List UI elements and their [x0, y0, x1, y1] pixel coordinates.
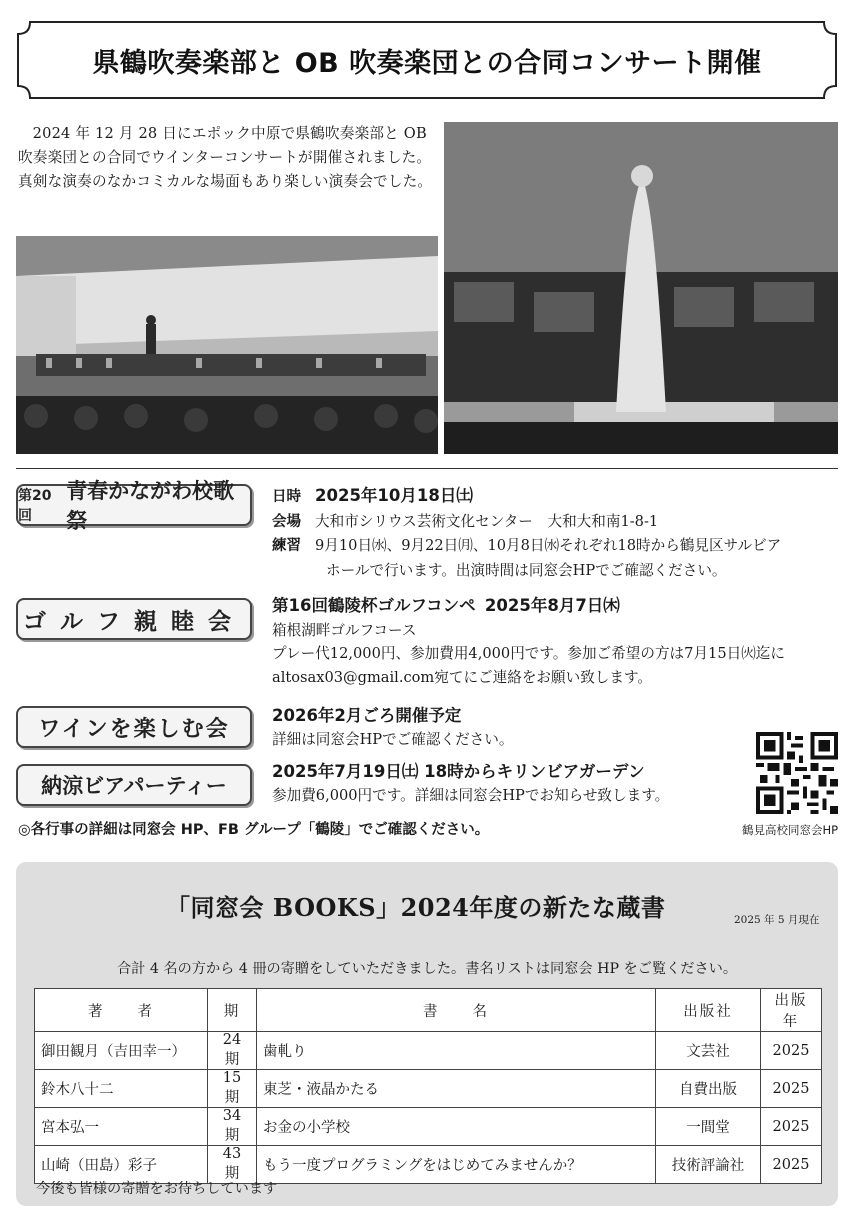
beer-note: 参加費6,000円です。詳細は同窓会HPでお知らせ致します。 [272, 786, 670, 804]
events-notice: ◎各行事の詳細は同窓会 HP、FB グループ「鶴陵」でご確認ください。 [18, 822, 490, 838]
ornament-bottom [34, 940, 820, 946]
practice-key: 練習 [272, 538, 301, 554]
kouka-venue: 大和市シリウス芸術文化センター 大和大和南1-8-1 [315, 512, 659, 530]
cell-gen: 43 期 [208, 1146, 257, 1184]
table-header-row [35, 989, 822, 1032]
conductor-photo [444, 122, 838, 454]
header-year: 出版年 [761, 989, 822, 1032]
golf-course: 箱根湖畔ゴルフコース [272, 621, 417, 639]
event-label-kouka-name: 青春かながわ校歌祭 [66, 479, 235, 533]
cell-publisher: 自費出版 [656, 1070, 761, 1108]
event-kouka-details [272, 484, 781, 582]
kouka-practice-cont: ホールで行います。出演時間は同窓会HPでご確認ください。 [326, 561, 727, 579]
event-label-kouka [16, 479, 252, 533]
cell-author: 御田観月（吉田幸一） [35, 1032, 208, 1070]
books-subtitle: 合計 4 名の方から 4 冊の寄贈をしていただきました。書名リストは同窓会 HP をご覧ください。 [116, 961, 738, 977]
cell-title: お金の小学校 [257, 1108, 656, 1146]
cell-title: 東芝・液晶かたる [257, 1070, 656, 1108]
header-publisher: 出版社 [656, 989, 761, 1032]
table-row [35, 1032, 822, 1070]
books-panel [16, 862, 838, 1206]
books-footer: 今後も皆様の寄贈をお待ちしています [36, 1181, 278, 1197]
concert-hall-photo [16, 236, 438, 454]
cell-author: 鈴木八十二 [35, 1070, 208, 1108]
event-label-beer: 納涼ビアパーティー [16, 764, 252, 806]
golf-contact: altosax03@gmail.com宛てにご連絡をお願い致します。 [272, 668, 652, 686]
qr-caption: 鶴見高校同窓会HP [742, 823, 839, 837]
venue-key: 会場 [272, 513, 301, 530]
table-row [35, 1108, 822, 1146]
cell-publisher: 技術評論社 [656, 1146, 761, 1184]
event-golf-details [272, 594, 785, 689]
intro-paragraph: 2024 年 12 月 28 日にエポック中原で県鶴吹奏楽部と OB 吹奏楽団との合同でウインターコンサートが開催されました。真剣な演奏のなかコミカルな場面もあり楽しい演奏会でした。 [18, 125, 433, 190]
cell-author: 宮本弘一 [35, 1108, 208, 1146]
cell-publisher: 一間堂 [656, 1108, 761, 1146]
cell-year: 2025 [761, 1032, 822, 1070]
cell-year: 2025 [761, 1146, 822, 1184]
header-gen: 期 [208, 989, 257, 1032]
table-row [35, 1070, 822, 1108]
golf-title: 第16回鶴陵杯ゴルフコンペ [272, 596, 476, 615]
header-banner [16, 20, 838, 100]
event-label-kouka-ordinal: 第20回 [18, 488, 52, 524]
event-wine-details [272, 704, 513, 751]
books-as-of: 2025 年 5 月現在 [734, 914, 820, 926]
qr-code[interactable] [756, 732, 838, 814]
cell-year: 2025 [761, 1070, 822, 1108]
cell-gen: 15 期 [208, 1070, 257, 1108]
header-title: 書 名 [257, 989, 656, 1032]
event-beer-details [272, 760, 669, 807]
golf-date: 2025年8月7日㈭ [484, 596, 620, 615]
kouka-practice: 9月10日㈬、9月22日㈪、10月8日㈬それぞれ18時から鶴見区サルビア [315, 537, 782, 554]
books-title: 「同窓会 BOOKS」2024年度の新たな蔵書 [166, 893, 666, 922]
cell-title: 歯軋り [257, 1032, 656, 1070]
date-key: 日時 [272, 489, 301, 505]
section-divider [16, 468, 838, 469]
cell-publisher: 文芸社 [656, 1032, 761, 1070]
books-table [34, 988, 822, 1184]
kouka-date: 2025年10月18日㈯ [315, 486, 473, 505]
cell-year: 2025 [761, 1108, 822, 1146]
cell-gen: 24 期 [208, 1032, 257, 1070]
golf-fee: プレー代12,000円、参加費用4,000円です。参加ご希望の方は7月15日㈫迄に [272, 645, 785, 662]
cell-title: もう一度プログラミングをはじめてみませんか？ [257, 1146, 656, 1184]
cell-gen: 34 期 [208, 1108, 257, 1146]
beer-schedule: 2025年7月19日㈯ 18時からキリンビアガーデン [272, 762, 645, 781]
wine-schedule: 2026年2月ごろ開催予定 [272, 706, 462, 725]
event-label-golf: ゴルフ親睦会 [16, 598, 252, 640]
header-author: 著 者 [35, 989, 208, 1032]
event-label-wine: ワインを楽しむ会 [16, 706, 252, 748]
ornament-top [34, 876, 820, 882]
wine-note: 詳細は同窓会HPでご確認ください。 [272, 730, 514, 748]
banner-title: 県鶴吹奏楽部と OB 吹奏楽団との合同コンサート開催 [92, 47, 762, 79]
cell-author: 山崎（田島）彩子 [35, 1146, 208, 1184]
